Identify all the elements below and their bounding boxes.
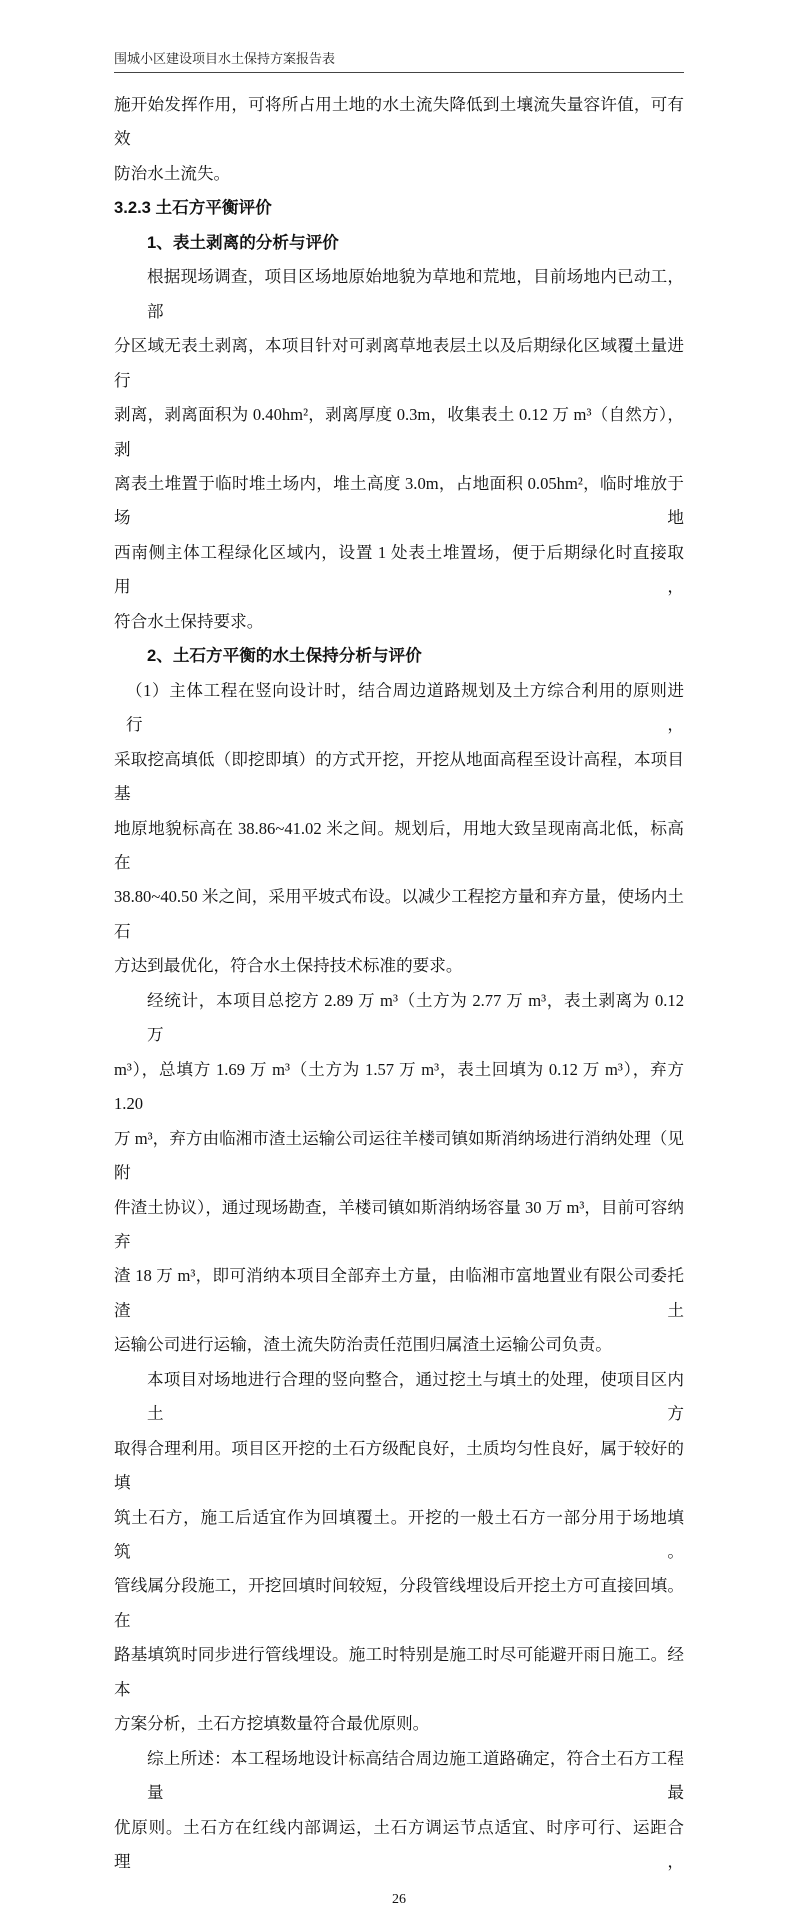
text-line: 经统计，本项目总挖方 2.89 万 m³（土方为 2.77 万 m³，表土剥离为 0.12 万 [147,990,684,1045]
text-line: 西南侧主体工程绿化区域内，设置 1 处表土堆置场，便于后期绿化时直接取用， [114,542,684,597]
text-line: 渣 18 万 m³，即可消纳本项目全部弃土方量，由临湘市富地置业有限公司委托渣土 [114,1266,684,1320]
paragraph [114,88,684,191]
text-line: （1）主体工程在竖向设计时，结合周边道路规划及土方综合利用的原则进行， [126,680,684,735]
text-line: 采取挖高填低（即挖即填）的方式开挖，开挖从地面高程至设计高程，本项目基 [114,749,684,804]
text-line: 取得合理利用。项目区开挖的土石方级配良好，土质均匀性良好，属于较好的填 [114,1438,684,1493]
text-line: 方案分析，土石方挖填数量符合最优原则。 [114,1714,430,1734]
text-line: 符合水土保持要求。 [114,611,264,631]
text-line: 3.2.3 土石方平衡评价 [114,198,272,218]
paragraph [114,674,684,984]
paragraph [114,260,684,639]
text-line: 防治水土流失。 [114,163,231,183]
text-line: 综上所述：本工程场地设计标高结合周边施工道路确定，符合土石方工程量最 [147,1748,684,1803]
text-line: 根据现场调查，项目区场地原始地貌为草地和荒地，目前场地内已动工，部 [147,267,684,321]
subsection-heading [114,639,684,673]
header-divider [114,72,684,73]
section-heading [114,191,684,225]
document-body [114,88,684,1910]
text-line: 本项目对场地进行合理的竖向整合，通过挖土与填土的处理，使项目区内土方 [147,1369,684,1424]
running-header: 围城小区建设项目水土保持方案报告表 [114,51,336,66]
text-line: 施开始发挥作用，可将所占用土地的水土流失降低到土壤流失量容许值，可有效 [114,95,684,149]
text-line: 1、表土剥离的分析与评价 [147,232,339,252]
text-line: 筑土石方，施工后适宜作为回填覆土。开挖的一般土石方一部分用于场地填筑。 [114,1507,684,1562]
subsection-heading [114,226,684,260]
text-line: 方达到最优化，符合水土保持技术标准的要求。 [114,956,463,976]
text-line: 地原地貌标高在 38.86~41.02 米之间。规划后，用地大致呈现南高北低，标高在 [114,818,684,872]
text-line: 优原则。土石方在红线内部调运，土石方调运节点适宜、时序可行、运距合理， [114,1817,684,1872]
text-line: 38.80~40.50 米之间，采用平坡式布设。以减少工程挖方量和弃方量，使场内土石 [114,887,684,941]
text-line: m³），总填方 1.69 万 m³（土方为 1.57 万 m³，表土回填为 0.12 万 m³），弃方 1.20 [114,1059,684,1114]
text-line: 剥离，剥离面积为 0.40hm²，剥离厚度 0.3m，收集表土 0.12 万 m³（自然方），剥 [114,405,684,459]
paragraph [114,984,684,1363]
text-line: 2、土石方平衡的水土保持分析与评价 [147,646,422,666]
page-number: 26 [392,1891,406,1907]
paragraph [114,1742,684,1880]
text-line: 万 m³，弃方由临湘市渣土运输公司运往羊楼司镇如斯消纳场进行消纳处理（见附 [114,1128,684,1183]
text-line: 运输公司进行运输，渣土流失防治责任范围归属渣土运输公司负责。 [114,1335,612,1355]
text-line: 分区域无表土剥离，本项目针对可剥离草地表层土以及后期绿化区域覆土量进行 [114,336,684,390]
document-content [114,88,684,1880]
text-line: 离表土堆置于临时堆土场内，堆土高度 3.0m，占地面积 0.05hm²，临时堆放于场地 [114,473,684,528]
text-line: 件渣土协议），通过现场勘查，羊楼司镇如斯消纳场容量 30 万 m³，目前可容纳弃 [114,1197,684,1251]
text-line: 管线属分段施工，开挖回填时间较短，分段管线埋设后开挖土方可直接回填。在 [114,1576,684,1630]
paragraph [114,1363,684,1742]
text-line: 路基填筑时同步进行管线埋设。施工时特别是施工时尽可能避开雨日施工。经本 [114,1645,684,1699]
